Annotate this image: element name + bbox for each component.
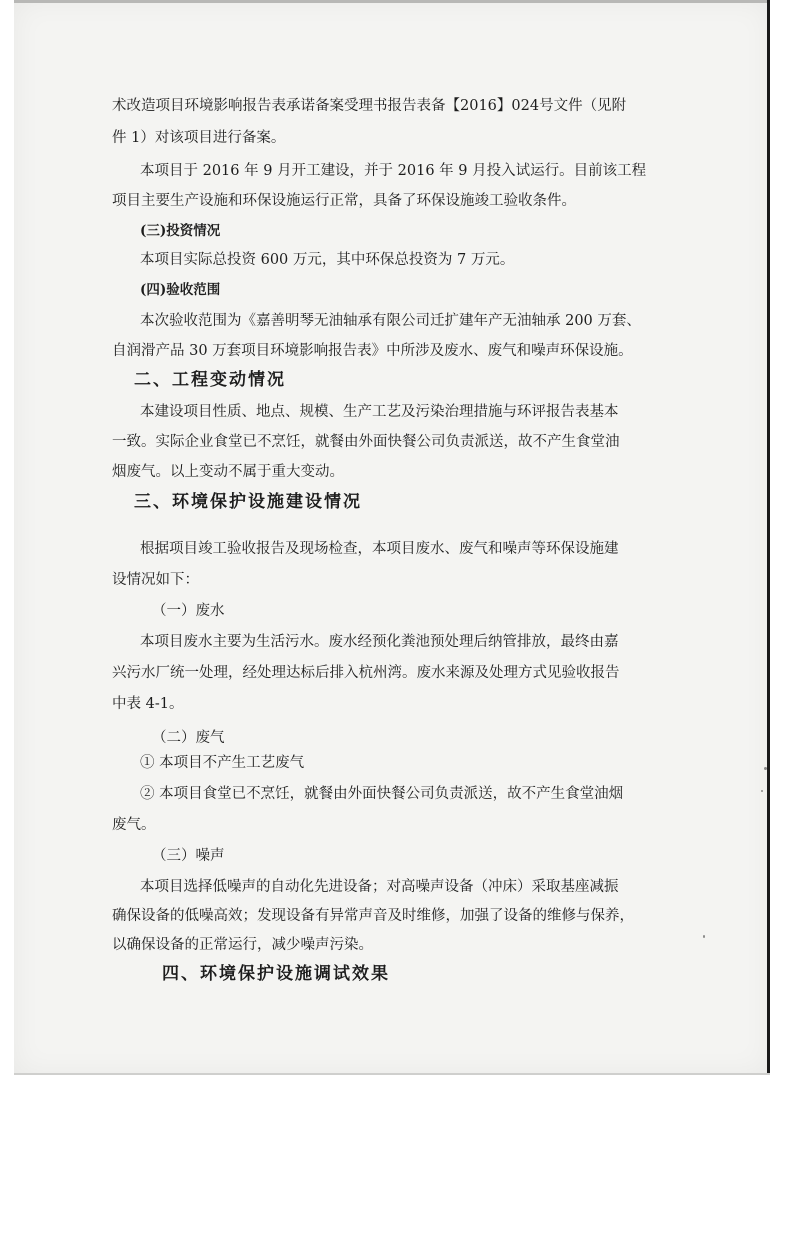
scan-speck	[703, 935, 705, 938]
paragraph-line: 本项目选择低噪声的自动化先进设备；对高噪声设备（冲床）采取基座减振	[140, 879, 619, 895]
scan-top-edge	[14, 0, 770, 3]
paragraph-line: 自润滑产品 30 万套项目环境影响报告表》中所涉及废水、废气和噪声环保设施。	[112, 343, 633, 359]
paragraph-line: 一致。实际企业食堂已不烹饪，就餐由外面快餐公司负责派送，故不产生食堂油	[112, 434, 620, 450]
chapter-heading: 二、工程变动情况	[134, 370, 286, 390]
paragraph-line: 本项目于 2016 年 9 月开工建设，并于 2016 年 9 月投入试运行。目前该工程	[140, 163, 647, 179]
section-heading: (四)验收范围	[140, 282, 221, 298]
paragraph-line: 术改造项目环境影响报告表承诺备案受理书报告表备【2016】024号文件（见附	[112, 98, 627, 114]
paragraph-line: 本项目废水主要为生活污水。废水经预化粪池预处理后纳管排放，最终由嘉	[140, 634, 619, 650]
section-heading: (三)投资情况	[140, 223, 221, 239]
paragraph-line: 根据项目竣工验收报告及现场检查，本项目废水、废气和噪声等环保设施建	[140, 541, 619, 557]
paragraph-line: 设情况如下：	[112, 572, 199, 588]
scan-speck	[761, 790, 763, 792]
paragraph-line: 确保设备的低噪高效；发现设备有异常声音及时维修，加强了设备的维修与保养，	[112, 908, 634, 924]
paragraph-line: 本项目实际总投资 600 万元，其中环保总投资为 7 万元。	[140, 252, 515, 268]
scan-speck	[764, 767, 767, 770]
paragraph-line: 烟废气。以上变动不属于重大变动。	[112, 464, 344, 480]
paragraph-line: 项目主要生产设施和环保设施运行正常，具备了环保设施竣工验收条件。	[112, 193, 576, 209]
paragraph-line: 兴污水厂统一处理，经处理达标后排入杭州湾。废水来源及处理方式见验收报告	[112, 665, 620, 681]
paragraph-line: ① 本项目不产生工艺废气	[140, 755, 305, 771]
scan-bottom-edge	[14, 1073, 770, 1075]
paragraph-line: 本次验收范围为《嘉善明琴无油轴承有限公司迁扩建年产无油轴承 200 万套、	[140, 313, 641, 329]
paragraph-line: 件 1）对该项目进行备案。	[112, 130, 286, 146]
paragraph-line: 中表 4-1。	[112, 696, 184, 712]
scan-right-edge	[767, 0, 770, 1075]
chapter-heading: 三、环境保护设施建设情况	[134, 492, 362, 512]
paragraph-line: 本建设项目性质、地点、规模、生产工艺及污染治理措施与环评报告表基本	[140, 404, 619, 420]
chapter-heading: 四、环境保护设施调试效果	[162, 964, 390, 984]
paragraph-line: 废气。	[112, 817, 156, 833]
subsection-heading: （三）噪声	[152, 848, 225, 864]
subsection-heading: （一）废水	[152, 603, 225, 619]
subsection-heading: （二）废气	[152, 730, 225, 746]
paragraph-line: 以确保设备的正常运行，减少噪声污染。	[112, 937, 373, 953]
paragraph-line: ② 本项目食堂已不烹饪，就餐由外面快餐公司负责派送，故不产生食堂油烟	[140, 786, 624, 802]
